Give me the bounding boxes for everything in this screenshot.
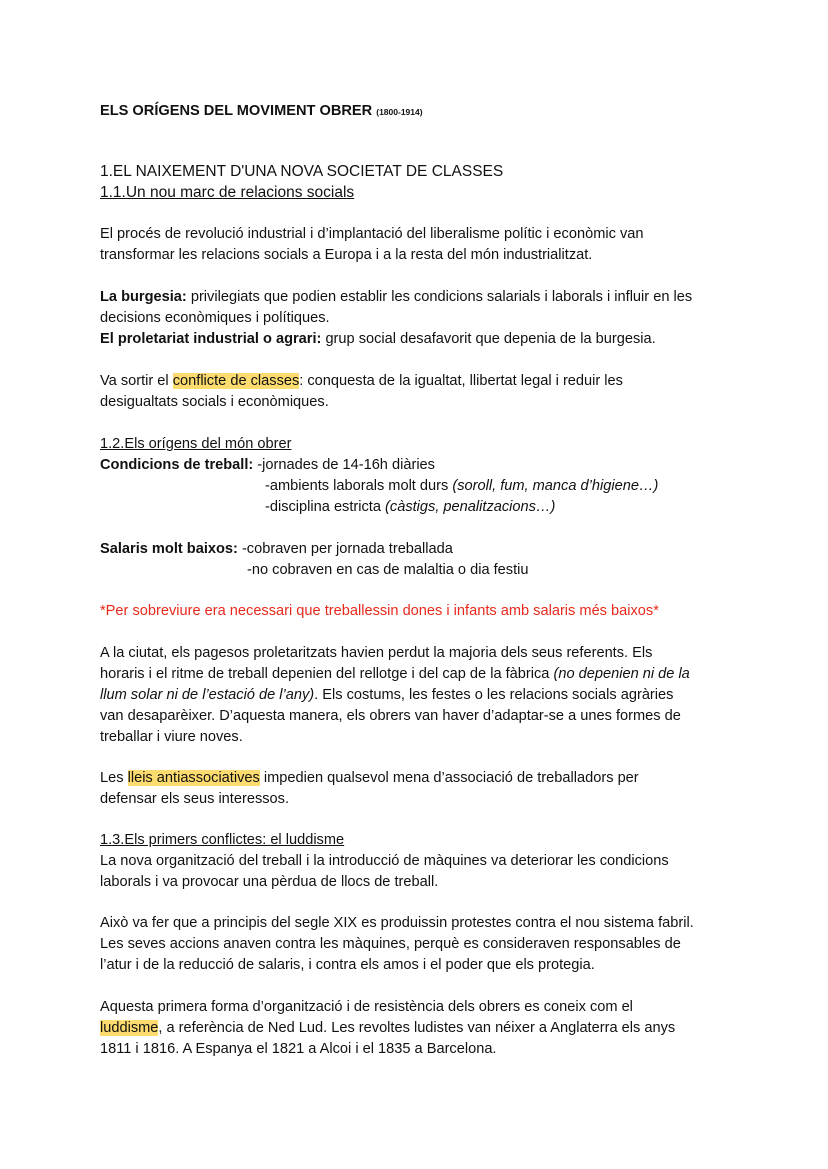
paragraph-line: Això va fer que a principis del segle XIX es produissin protestes contra el nou sistema fabril. [100, 915, 694, 931]
paragraph-line: transformar les relacions socials a Europa i a la resta del món industrialitzat. [100, 247, 593, 263]
conflict-paragraph [100, 371, 623, 392]
paragraph-line: Les seves accions anaven contra les màquines, perquè es consideraven responsables de [100, 936, 681, 952]
text-span: : conquesta de la igualtat, llibertat legal i reduir les [299, 373, 623, 389]
section-1-heading: 1.EL NAIXEMENT D'UNA NOVA SOCIETAT DE CLASSES [100, 163, 504, 180]
highlight-conflicte-de-classes: conflicte de classes [172, 373, 300, 389]
highlight-lleis-antiassociatives: lleis antiassociatives [127, 770, 260, 786]
salaries-label: Salaris molt baixos: [100, 541, 238, 557]
paragraph-line: El procés de revolució industrial i d’implantació del liberalisme polític i econòmic van [100, 226, 644, 242]
conditions-label: Condicions de treball: [100, 457, 254, 473]
text-span: -ambients laborals molt durs [265, 478, 453, 494]
paragraph-line [100, 685, 673, 706]
burgesia-text: privilegiats que podien establir les condicions salarials i laborals i influir en les [186, 289, 693, 305]
paragraph-line: Aquesta primera forma d’organització i de resistència dels obrers es coneix com el [100, 999, 633, 1015]
text-span: -disciplina estricta [265, 499, 386, 515]
title-years: (1800-1914) [376, 107, 423, 117]
text-span: Les [100, 770, 128, 786]
paragraph-line: laborals i va provocar una pèrdua de llocs de treball. [100, 874, 439, 890]
proletariat-term: El proletariat industrial o agrari: [100, 331, 322, 347]
paragraph-line [100, 1018, 675, 1039]
italic-text: llum solar ni de l’estació de l’any) [100, 687, 315, 703]
document-title [100, 101, 423, 123]
paragraph-line: 1811 i 1816. A Espanya el 1821 a Alcoi i el 1835 a Barcelona. [100, 1041, 497, 1057]
conditions-label-line [100, 455, 435, 476]
paragraph-line: defensar els seus interessos. [100, 791, 290, 807]
paragraph-line: l’atur i de la reducció de salaris, i contra els amos i el poder que els protegia. [100, 957, 595, 973]
salaries-item: -no cobraven en cas de malaltia o dia festiu [247, 562, 529, 578]
text-span: Va sortir el [100, 373, 173, 389]
proletariat-text: grup social desafavorit que depenia de la burgesia. [321, 331, 656, 347]
text-span: horaris i el ritme de treball depenien del rellotge i del cap de la fàbrica [100, 666, 554, 682]
paragraph-line: desigualtats socials i econòmiques. [100, 394, 329, 410]
italic-text: (soroll, fum, manca d’higiene…) [452, 478, 659, 494]
italic-text: (càstigs, penalitzacions…) [385, 499, 556, 515]
laws-paragraph [100, 768, 639, 789]
paragraph-line: van desaparèixer. D’aquesta manera, els obrers van haver d’adaptar-se a unes formes de [100, 708, 681, 724]
salaries-item: -cobraven per jornada treballada [237, 541, 453, 557]
paragraph-line: A la ciutat, els pagesos proletaritzats havien perdut la majoria dels seus referents. Els [100, 645, 653, 661]
italic-text: (no depenien ni de la [553, 666, 690, 682]
paragraph-line: La nova organització del treball i la introducció de màquines va deteriorar les condicions [100, 853, 669, 869]
burgesia-term: La burgesia: [100, 289, 187, 305]
section-1-2-heading: 1.2.Els orígens del món obrer [100, 436, 292, 452]
paragraph-line [100, 664, 690, 685]
text-span: , a referència de Ned Lud. Les revoltes ludistes van néixer a Anglaterra els anys [158, 1020, 676, 1036]
red-note: *Per sobreviure era necessari que treballessin dones i infants amb salaris més baixos* [100, 603, 659, 619]
conditions-item: -jornades de 14-16h diàries [253, 457, 435, 473]
burgesia-definition [100, 287, 692, 308]
section-1-3-heading: 1.3.Els primers conflictes: el luddisme [100, 832, 345, 848]
section-1-1-heading: 1.1.Un nou marc de relacions socials [100, 184, 355, 201]
title-text: ELS ORÍGENS DEL MOVIMENT OBRER [100, 103, 373, 119]
text-span: impedien qualsevol mena d’associació de treballadors per [259, 770, 639, 786]
salaries-label-line [100, 539, 453, 560]
highlight-luddisme: luddisme [100, 1020, 159, 1036]
paragraph-line: decisions econòmiques i polítiques. [100, 310, 330, 326]
proletariat-definition [100, 329, 656, 350]
paragraph-line: treballar i viure noves. [100, 729, 243, 745]
conditions-item [265, 497, 555, 518]
text-span: . Els costums, les festes o les relacions socials agràries [314, 687, 674, 703]
conditions-item [265, 476, 658, 497]
